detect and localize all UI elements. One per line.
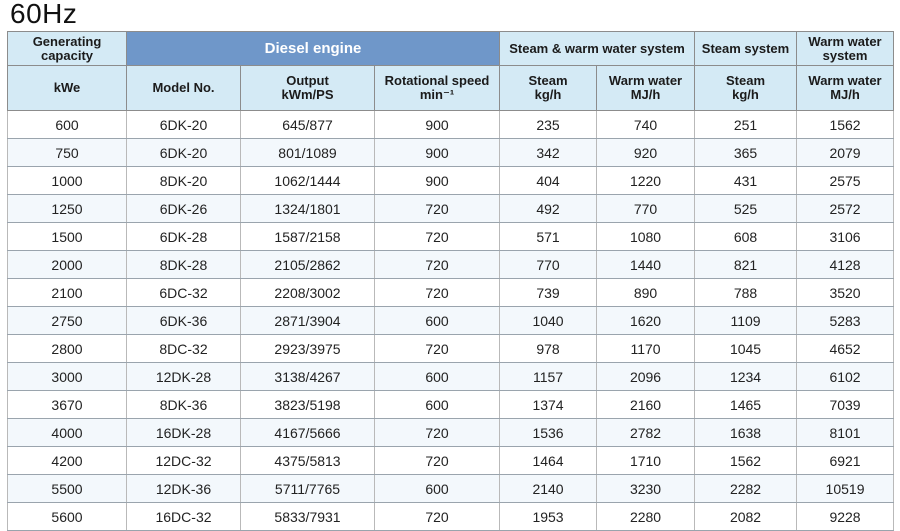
cell-sw-warm: 2782: [597, 419, 695, 447]
cell-sw-warm: 1620: [597, 307, 695, 335]
cell-w-warm: 5283: [797, 307, 894, 335]
cell-output: 4167/5666: [241, 419, 375, 447]
cell-speed: 600: [375, 475, 500, 503]
cell-output: 2105/2862: [241, 251, 375, 279]
cell-w-warm: 6102: [797, 363, 894, 391]
cell-sw-steam: 404: [500, 167, 597, 195]
cell-s-steam: 821: [695, 251, 797, 279]
table-row: [8, 139, 894, 167]
cell-speed: 600: [375, 363, 500, 391]
header-s-steam-unit: kg/h: [732, 87, 759, 102]
table-row: [8, 335, 894, 363]
cell-sw-warm: 2280: [597, 503, 695, 531]
cell-s-steam: 1465: [695, 391, 797, 419]
header-row-columns: [8, 66, 894, 111]
cell-model: 12DC-32: [127, 447, 241, 475]
header-output-label: Output: [286, 73, 329, 88]
header-diesel-engine: Diesel engine: [127, 32, 500, 66]
header-sw-warm-label: Warm water: [608, 73, 683, 88]
cell-sw-warm: 1440: [597, 251, 695, 279]
cell-sw-warm: 3230: [597, 475, 695, 503]
cell-model: 12DK-36: [127, 475, 241, 503]
cell-model: 16DC-32: [127, 503, 241, 531]
header-output: [241, 66, 375, 111]
header-w-warm-water: [797, 66, 894, 111]
cell-model: 6DK-20: [127, 139, 241, 167]
cell-sw-steam: 342: [500, 139, 597, 167]
cell-kwe: 4200: [8, 447, 127, 475]
cell-w-warm: 10519: [797, 475, 894, 503]
cell-sw-warm: 740: [597, 111, 695, 139]
header-s-steam-label: Steam: [726, 73, 766, 88]
cell-speed: 600: [375, 391, 500, 419]
header-output-unit: kWm/PS: [281, 87, 334, 102]
cell-w-warm: 6921: [797, 447, 894, 475]
cell-model: 6DK-20: [127, 111, 241, 139]
cell-w-warm: 9228: [797, 503, 894, 531]
header-w-warm-label: Warm water: [808, 73, 882, 88]
cell-speed: 600: [375, 307, 500, 335]
cell-speed: 900: [375, 167, 500, 195]
cell-speed: 720: [375, 195, 500, 223]
cell-sw-warm: 890: [597, 279, 695, 307]
cell-model: 6DK-28: [127, 223, 241, 251]
table-row: [8, 503, 894, 531]
cell-kwe: 2000: [8, 251, 127, 279]
cell-s-steam: 1638: [695, 419, 797, 447]
cell-w-warm: 2572: [797, 195, 894, 223]
header-rotational-speed-label: Rotational speed: [384, 73, 490, 88]
header-sw-steam-label: Steam: [528, 73, 568, 88]
cell-model: 16DK-28: [127, 419, 241, 447]
cell-output: 3823/5198: [241, 391, 375, 419]
cell-kwe: 2800: [8, 335, 127, 363]
cell-sw-warm: 1220: [597, 167, 695, 195]
header-steam-warm-water-system: Steam & warm water system: [500, 32, 695, 66]
cell-output: 2923/3975: [241, 335, 375, 363]
cell-speed: 900: [375, 139, 500, 167]
header-kwe: kWe: [8, 66, 127, 111]
header-sw-warm-unit: MJ/h: [630, 87, 661, 102]
cell-sw-warm: 920: [597, 139, 695, 167]
page-title: 60Hz: [10, 0, 78, 29]
table-row: [8, 447, 894, 475]
cell-speed: 720: [375, 279, 500, 307]
cell-speed: 720: [375, 251, 500, 279]
cell-kwe: 1500: [8, 223, 127, 251]
cell-sw-steam: 571: [500, 223, 597, 251]
cell-w-warm: 3106: [797, 223, 894, 251]
cell-w-warm: 1562: [797, 111, 894, 139]
cell-model: 6DK-36: [127, 307, 241, 335]
cell-w-warm: 2575: [797, 167, 894, 195]
cell-kwe: 1250: [8, 195, 127, 223]
table-row: [8, 419, 894, 447]
cell-sw-steam: 2140: [500, 475, 597, 503]
header-rotational-speed: [375, 66, 500, 111]
cell-output: 2871/3904: [241, 307, 375, 335]
header-warm-water-system: Warm water system: [797, 32, 894, 66]
cell-model: 12DK-28: [127, 363, 241, 391]
cell-sw-steam: 1157: [500, 363, 597, 391]
cell-s-steam: 1045: [695, 335, 797, 363]
cell-kwe: 5500: [8, 475, 127, 503]
cell-model: 6DK-26: [127, 195, 241, 223]
cell-kwe: 2100: [8, 279, 127, 307]
cell-kwe: 2750: [8, 307, 127, 335]
table-row: [8, 111, 894, 139]
cell-s-steam: 525: [695, 195, 797, 223]
header-s-steam: [695, 66, 797, 111]
cell-speed: 720: [375, 223, 500, 251]
table-row: [8, 195, 894, 223]
cell-s-steam: 431: [695, 167, 797, 195]
cell-s-steam: 251: [695, 111, 797, 139]
cell-output: 5833/7931: [241, 503, 375, 531]
header-steam-system: Steam system: [695, 32, 797, 66]
cell-sw-steam: 739: [500, 279, 597, 307]
table-row: [8, 279, 894, 307]
table-header: [8, 32, 894, 111]
cell-kwe: 600: [8, 111, 127, 139]
cell-sw-steam: 978: [500, 335, 597, 363]
cell-output: 4375/5813: [241, 447, 375, 475]
cell-sw-warm: 1080: [597, 223, 695, 251]
table-row: [8, 251, 894, 279]
cell-output: 3138/4267: [241, 363, 375, 391]
table-row: [8, 391, 894, 419]
cell-speed: 720: [375, 335, 500, 363]
header-sw-steam: [500, 66, 597, 111]
cell-output: 1587/2158: [241, 223, 375, 251]
spec-table: [7, 31, 894, 531]
cell-model: 8DK-36: [127, 391, 241, 419]
cell-model: 8DK-28: [127, 251, 241, 279]
cell-kwe: 4000: [8, 419, 127, 447]
cell-w-warm: 8101: [797, 419, 894, 447]
header-sw-steam-unit: kg/h: [534, 87, 562, 102]
cell-speed: 900: [375, 111, 500, 139]
cell-kwe: 1000: [8, 167, 127, 195]
header-sw-warm-water: [597, 66, 695, 111]
cell-model: 8DC-32: [127, 335, 241, 363]
cell-s-steam: 2282: [695, 475, 797, 503]
cell-w-warm: 7039: [797, 391, 894, 419]
cell-output: 801/1089: [241, 139, 375, 167]
cell-w-warm: 4652: [797, 335, 894, 363]
cell-s-steam: 608: [695, 223, 797, 251]
cell-sw-steam: 235: [500, 111, 597, 139]
table-row: [8, 475, 894, 503]
cell-sw-steam: 1374: [500, 391, 597, 419]
cell-w-warm: 2079: [797, 139, 894, 167]
header-generating-capacity: Generating capacity: [8, 32, 127, 66]
header-w-warm-unit: MJ/h: [830, 87, 860, 102]
cell-sw-warm: 2096: [597, 363, 695, 391]
cell-s-steam: 1234: [695, 363, 797, 391]
cell-sw-warm: 770: [597, 195, 695, 223]
cell-sw-steam: 1536: [500, 419, 597, 447]
table-body: [8, 111, 894, 531]
cell-output: 1062/1444: [241, 167, 375, 195]
cell-sw-steam: 1953: [500, 503, 597, 531]
cell-sw-steam: 492: [500, 195, 597, 223]
cell-s-steam: 1109: [695, 307, 797, 335]
cell-s-steam: 788: [695, 279, 797, 307]
cell-output: 1324/1801: [241, 195, 375, 223]
cell-sw-steam: 1464: [500, 447, 597, 475]
cell-speed: 720: [375, 503, 500, 531]
cell-sw-warm: 1710: [597, 447, 695, 475]
cell-output: 645/877: [241, 111, 375, 139]
table-row: [8, 363, 894, 391]
cell-s-steam: 365: [695, 139, 797, 167]
table-row: [8, 167, 894, 195]
cell-w-warm: 4128: [797, 251, 894, 279]
table-row: [8, 223, 894, 251]
cell-output: 2208/3002: [241, 279, 375, 307]
header-row-groups: [8, 32, 894, 66]
cell-kwe: 3670: [8, 391, 127, 419]
cell-kwe: 3000: [8, 363, 127, 391]
table-row: [8, 307, 894, 335]
spec-table-container: [7, 31, 893, 530]
cell-speed: 720: [375, 447, 500, 475]
header-model-no: Model No.: [127, 66, 241, 111]
cell-model: 8DK-20: [127, 167, 241, 195]
cell-w-warm: 3520: [797, 279, 894, 307]
cell-sw-steam: 1040: [500, 307, 597, 335]
cell-output: 5711/7765: [241, 475, 375, 503]
cell-kwe: 750: [8, 139, 127, 167]
cell-speed: 720: [375, 419, 500, 447]
cell-sw-steam: 770: [500, 251, 597, 279]
cell-sw-warm: 2160: [597, 391, 695, 419]
header-rotational-speed-unit: min⁻¹: [419, 87, 455, 102]
cell-s-steam: 1562: [695, 447, 797, 475]
cell-sw-warm: 1170: [597, 335, 695, 363]
cell-kwe: 5600: [8, 503, 127, 531]
cell-s-steam: 2082: [695, 503, 797, 531]
cell-model: 6DC-32: [127, 279, 241, 307]
